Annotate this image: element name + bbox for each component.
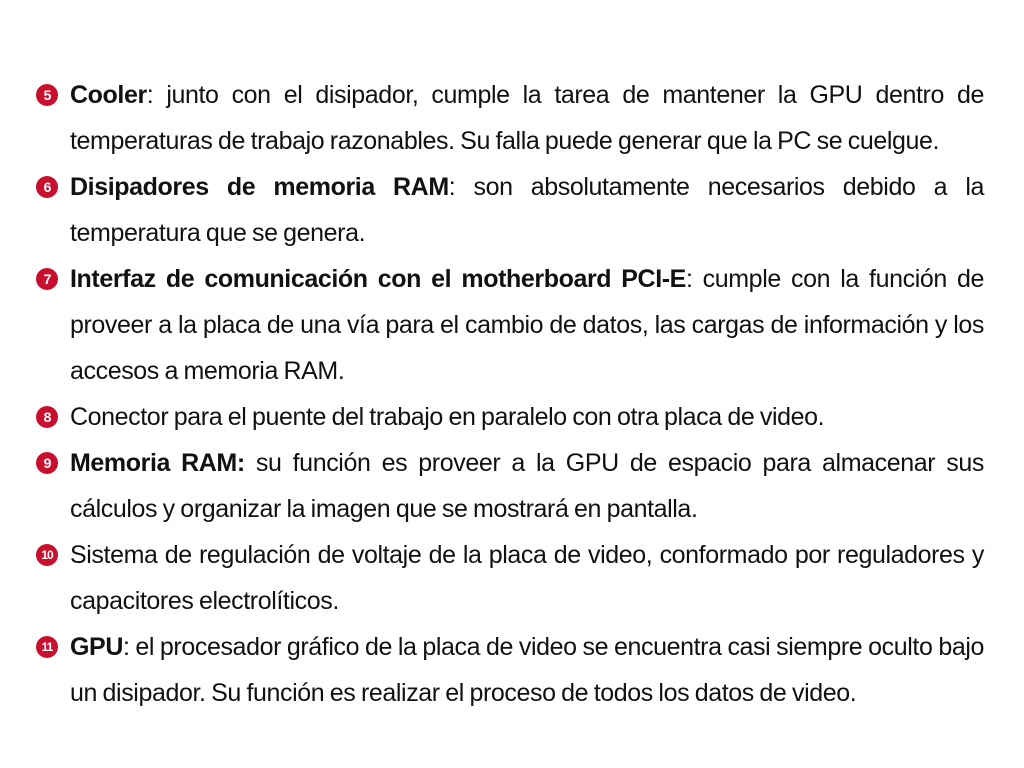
list-item-10 [36, 532, 984, 624]
number-badge: 5 [36, 84, 58, 106]
number-badge: 9 [36, 452, 58, 474]
item-text [70, 72, 984, 164]
list-item-5 [36, 72, 984, 164]
item-text [70, 394, 984, 440]
item-description: : son absolutamente necesarios debido a la temperatura que se genera. [70, 173, 984, 247]
number-badge: 7 [36, 268, 58, 290]
item-term: Disipadores de memoria RAM [70, 173, 449, 201]
item-term: GPU [70, 633, 123, 661]
number-badge: 6 [36, 176, 58, 198]
item-term: Interfaz de comunicación con el motherboard PCI-E [70, 265, 686, 293]
number-badge: 8 [36, 406, 58, 428]
item-description: : junto con el disipador, cumple la tarea de mantener la GPU dentro de temperaturas de trabajo razonables. Su falla puede generar que la PC se cuelgue. [70, 81, 984, 155]
list-item-9 [36, 440, 984, 532]
item-description: su función es proveer a la GPU de espacio para almacenar sus cálculos y organizar la imagen que se mostrará en pantalla. [70, 449, 984, 523]
number-badge: 11 [36, 636, 58, 658]
item-description: : el procesador gráfico de la placa de video se encuentra casi siempre oculto bajo un disipador. Su función es realizar el proceso de todos los datos de video. [70, 633, 984, 707]
item-term: Cooler [70, 81, 147, 109]
item-text [70, 164, 984, 256]
item-text [70, 532, 984, 624]
item-text [70, 256, 984, 394]
list-item-7 [36, 256, 984, 394]
list-item-6 [36, 164, 984, 256]
list-item-8 [36, 394, 984, 440]
item-description: Conector para el puente del trabajo en paralelo con otra placa de video. [70, 403, 825, 431]
component-list [36, 72, 984, 716]
list-item-11 [36, 624, 984, 716]
item-text [70, 624, 984, 716]
item-text [70, 440, 984, 532]
number-badge: 10 [36, 544, 58, 566]
item-term: Memoria RAM: [70, 449, 245, 477]
item-description: : cumple con la función de proveer a la placa de una vía para el cambio de datos, las cargas de información y los accesos a memoria RAM. [70, 265, 984, 385]
item-description: Sistema de regulación de voltaje de la placa de video, conformado por reguladores y capacitores electrolíticos. [70, 541, 984, 615]
